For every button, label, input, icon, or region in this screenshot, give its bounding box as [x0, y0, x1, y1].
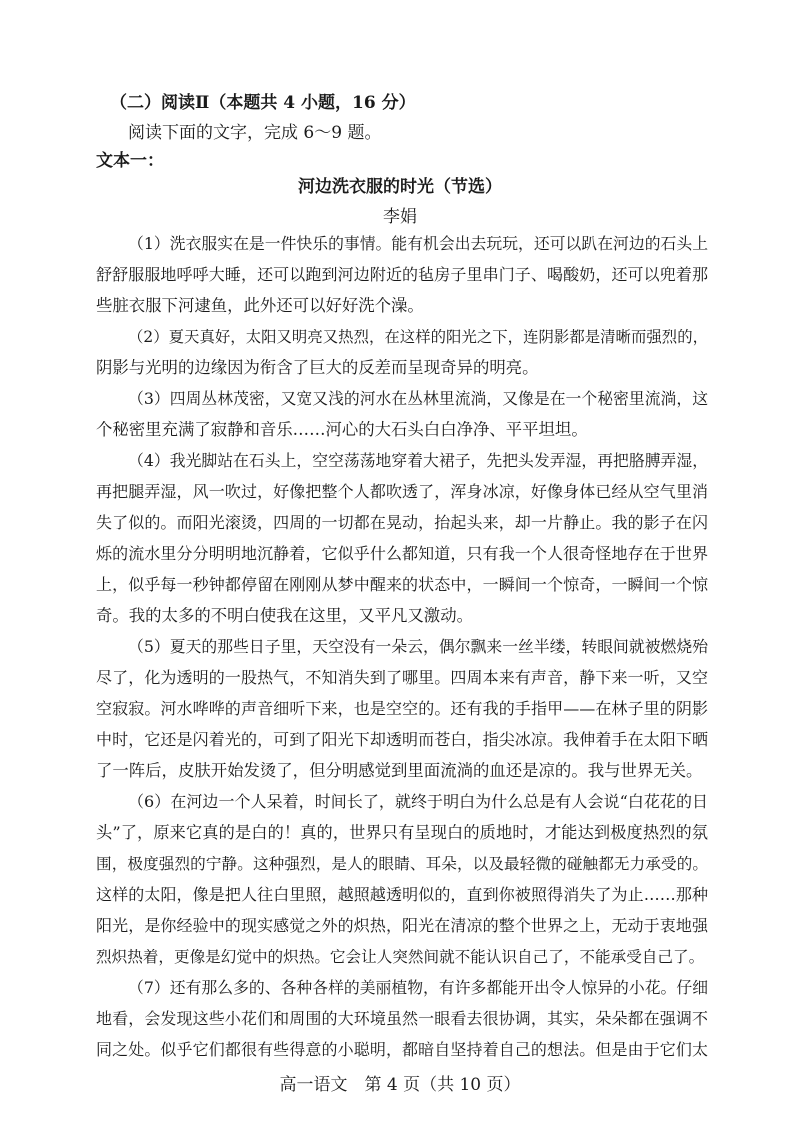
- paragraph-5-line: （5）夏天的那些日子里，天空没有一朵云，偶尔飘来一丝半缕，转眼间就被燃烧殆: [128, 637, 708, 656]
- paragraph-3-line: 个秘密里充满了寂静和音乐……河心的大石头白白净净、平平坦坦。: [96, 420, 588, 439]
- paragraph-6-line: （6）在河边一个人呆着，时间长了，就终于明白为什么总是有人会说“白花花的日: [128, 792, 708, 811]
- reading-instruction: 阅读下面的文字，完成 6～9 题。: [128, 123, 382, 143]
- paragraph-4-line: 上，似乎每一秒钟都停留在刚刚从梦中醒来的状态中，一瞬间一个惊奇，一瞬间一个惊: [96, 575, 708, 594]
- paragraph-3-line: （3）四周丛林茂密，又宽又浅的河水在丛林里流淌，又像是在一个秘密里流淌，这: [128, 389, 708, 408]
- article-author: 李娟: [383, 207, 417, 227]
- paragraph-6-line: 头”了，原来它真的是白的！真的，世界只有呈现白的质地时，才能达到极度热烈的氛: [96, 823, 708, 842]
- paragraph-6-line: 阳光，是你经验中的现实感觉之外的炽热，阳光在清凉的整个世界之上，无动于衷地强: [96, 916, 708, 935]
- paragraph-4-line: 烁的流水里分分明明地沉静着，它似乎什么都知道，只有我一个人很奇怪地存在于世界: [96, 544, 708, 563]
- paragraph-6-line: 这样的太阳，像是把人往白里照，越照越透明似的，直到你被照得消失了为止……那种: [96, 885, 708, 904]
- paragraph-4-line: （4）我光脚站在石头上，空空荡荡地穿着大裙子，先把头发弄湿，再把胳膊弄湿，: [128, 451, 708, 470]
- paragraph-1-line: 些脏衣服下河逮鱼，此外还可以好好洗个澡。: [96, 296, 424, 315]
- paragraph-4-line: 再把腿弄湿，风一吹过，好像把整个人都吹透了，浑身冰凉，好像身体已经从空气里消: [96, 482, 708, 501]
- paragraph-6-line: 围，极度强烈的宁静。这种强烈，是人的眼睛、耳朵，以及最轻微的碰触都无力承受的。: [96, 855, 708, 873]
- paragraph-7-line: （7）还有那么多的、各种各样的美丽植物，有许多都能开出令人惊异的小花。仔细: [128, 978, 708, 997]
- paragraph-4-line: 失了似的。而阳光滚烫，四周的一切都在晃动，抬起头来，却一片静止。我的影子在闪: [96, 513, 708, 532]
- paragraph-7-line: 地看，会发现这些小花们和周围的大环境虽然一眼看去很协调，其实，朵朵都在强调不: [96, 1009, 708, 1028]
- section-header: （二）阅读Ⅱ（本题共 4 小题，16 分）: [110, 93, 416, 113]
- paragraph-5-line: 空寂寂。河水哗哗的声音细听下来，也是空空的。还有我的手指甲——在林子里的阴影: [96, 699, 708, 718]
- paragraph-7-line: 同之处。似乎它们都很有些得意的小聪明，都暗自坚持着自己的想法。但是由于它们太: [96, 1040, 708, 1059]
- paragraph-2-line: （2）夏天真好，太阳又明亮又热烈，在这样的阳光之下，连阴影都是清晰而强烈的，: [128, 328, 708, 346]
- paragraph-5-line: 了一阵后，皮肤开始发烫了，但分明感觉到里面流淌的血还是凉的。我与世界无关。: [96, 761, 703, 780]
- text-label: 文本一：: [96, 151, 164, 171]
- paragraph-4-line: 奇。我的太多的不明白使我在这里，又平凡又激动。: [96, 606, 473, 625]
- paragraph-1-line: 舒舒服服地呼呼大睡，还可以跑到河边附近的毡房子里串门子、喝酸奶，还可以兜着那: [96, 265, 708, 284]
- page-footer: 高一语文 第 4 页（共 10 页）: [279, 1075, 521, 1095]
- paragraph-6-line: 烈炽热着，更像是幻觉中的炽热。它会让人突然间就不能认识自己了，不能承受自己了。: [96, 948, 705, 966]
- paragraph-5-line: 中时，它还是闪着光的，可到了阳光下却透明而苍白，指尖冰凉。我伸着手在太阳下晒: [96, 730, 708, 749]
- paragraph-2-line: 阴影与光明的边缘因为衔含了巨大的反差而呈现奇异的明亮。: [96, 358, 539, 377]
- paragraph-5-line: 尽了，化为透明的一股热气，不知消失到了哪里。四周本来有声音，静下来一听，又空: [96, 668, 708, 687]
- paragraph-1-line: （1）洗衣服实在是一件快乐的事情。能有机会出去玩玩，还可以趴在河边的石头上: [128, 234, 708, 253]
- article-title: 河边洗衣服的时光（节选）: [298, 177, 502, 197]
